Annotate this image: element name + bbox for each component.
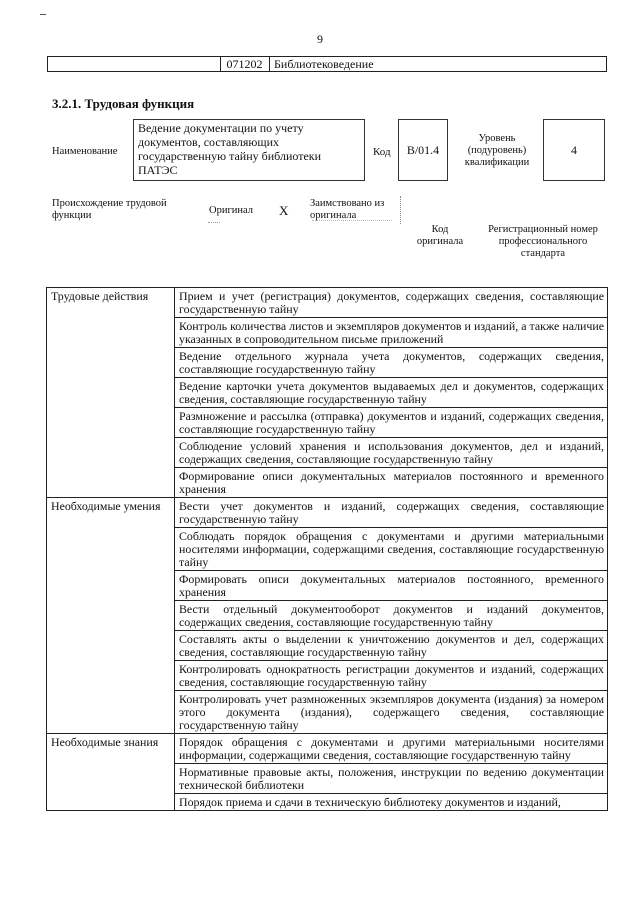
original-underline [208, 222, 220, 223]
category-required-knowledge: Необходимые знания [47, 734, 175, 811]
function-name-box: Ведение документации по учету документов, составляющих государственную тайну библиотеки ПАТЭС [133, 119, 365, 181]
table-cell: Формировать описи документальных материалов постоянного, временного хранения [175, 571, 608, 601]
code-label: Код [373, 146, 391, 158]
page-number: 9 [317, 32, 323, 46]
corner-mark [40, 14, 46, 15]
borrowed-label: Заимствовано из оригинала [310, 198, 385, 221]
occupation-code-table [47, 56, 607, 72]
table-cell: Вести учет документов и изданий, содержащих сведения, составляющие государственную тайну [175, 498, 608, 528]
table-cell: Соблюдение условий хранения и использования документов, дел и изданий, содержащих сведения, составляющие государственную тайну [175, 438, 608, 468]
table-cell: Формирование описи документальных материалов постоянного и временного хранения [175, 468, 608, 498]
table-cell: Контроль количества листов и экземпляров документов и изданий, а также наличие указанных в сопроводительном письме приложений [175, 318, 608, 348]
table-cell: Порядок приема и сдачи в техническую библиотеку документов и изданий, [175, 794, 608, 811]
table-cell: Контролировать однократность регистрации документов и изданий, содержащих сведения, составляющие государственную тайну [175, 661, 608, 691]
table-cell: Нормативные правовые акты, положения, инструкции по ведению документации технической библиотеки [175, 764, 608, 794]
section-title: 3.2.1. Трудовая функция [52, 96, 195, 111]
level-label: Уровень (подуровень) квалификации [464, 133, 530, 168]
table-cell: Вести отдельный документооборот документов и изданий документов, содержащих сведения, составляющие государственную тайну [175, 601, 608, 631]
category-labor-actions: Трудовые действия [47, 288, 175, 498]
occupation-name: Библиотековедение [274, 57, 374, 71]
table-cell: Прием и учет (регистрация) документов, содержащих сведения, составляющие государственную тайну [175, 288, 608, 318]
table-cell: Размножение и рассылка (отправка) документов и изданий, содержащих сведения, составляющие государственную тайну [175, 408, 608, 438]
code-table-empty-cell [48, 57, 221, 71]
reg-number-label: Регистрационный номер профессионального стандарта [488, 224, 598, 259]
origin-divider [400, 196, 401, 224]
code-original-label: Код оригинала [416, 224, 464, 247]
borrowed-underline [312, 220, 392, 221]
original-label: Оригинал [209, 205, 253, 216]
occupation-code: 071202 [220, 57, 270, 71]
original-mark: X [279, 203, 289, 218]
table-cell: Порядок обращения с документами и другими материальными носителями информации, содержащими сведения, составляющие государственную тайну [175, 734, 608, 764]
table-cell: Составлять акты о выделении к уничтожению документов и дел, содержащих сведения, составляющие государственную тайну [175, 631, 608, 661]
table-row [47, 734, 608, 764]
origin-label: Происхождение трудовой функции [52, 198, 167, 221]
level-box: 4 [543, 119, 605, 181]
category-required-skills: Необходимые умения [47, 498, 175, 734]
table-row [47, 498, 608, 528]
function-details-table [46, 287, 608, 811]
table-cell: Ведение карточки учета документов выдаваемых дел и документов, содержащих сведения, составляющие государственную тайну [175, 378, 608, 408]
table-cell: Ведение отдельного журнала учета документов, содержащих сведения, составляющие государственную тайну [175, 348, 608, 378]
table-row [47, 288, 608, 318]
function-code-box: В/01.4 [398, 119, 448, 181]
table-cell: Контролировать учет размноженных экземпляров документа (издания) за номером этого документа (издания), содержащего сведения, составляющие государственную тайну [175, 691, 608, 734]
table-cell: Соблюдать порядок обращения с документами и другими материальными носителями информации, содержащими сведения, составляющие государственную тайну [175, 528, 608, 571]
name-label: Наименование [52, 146, 118, 157]
